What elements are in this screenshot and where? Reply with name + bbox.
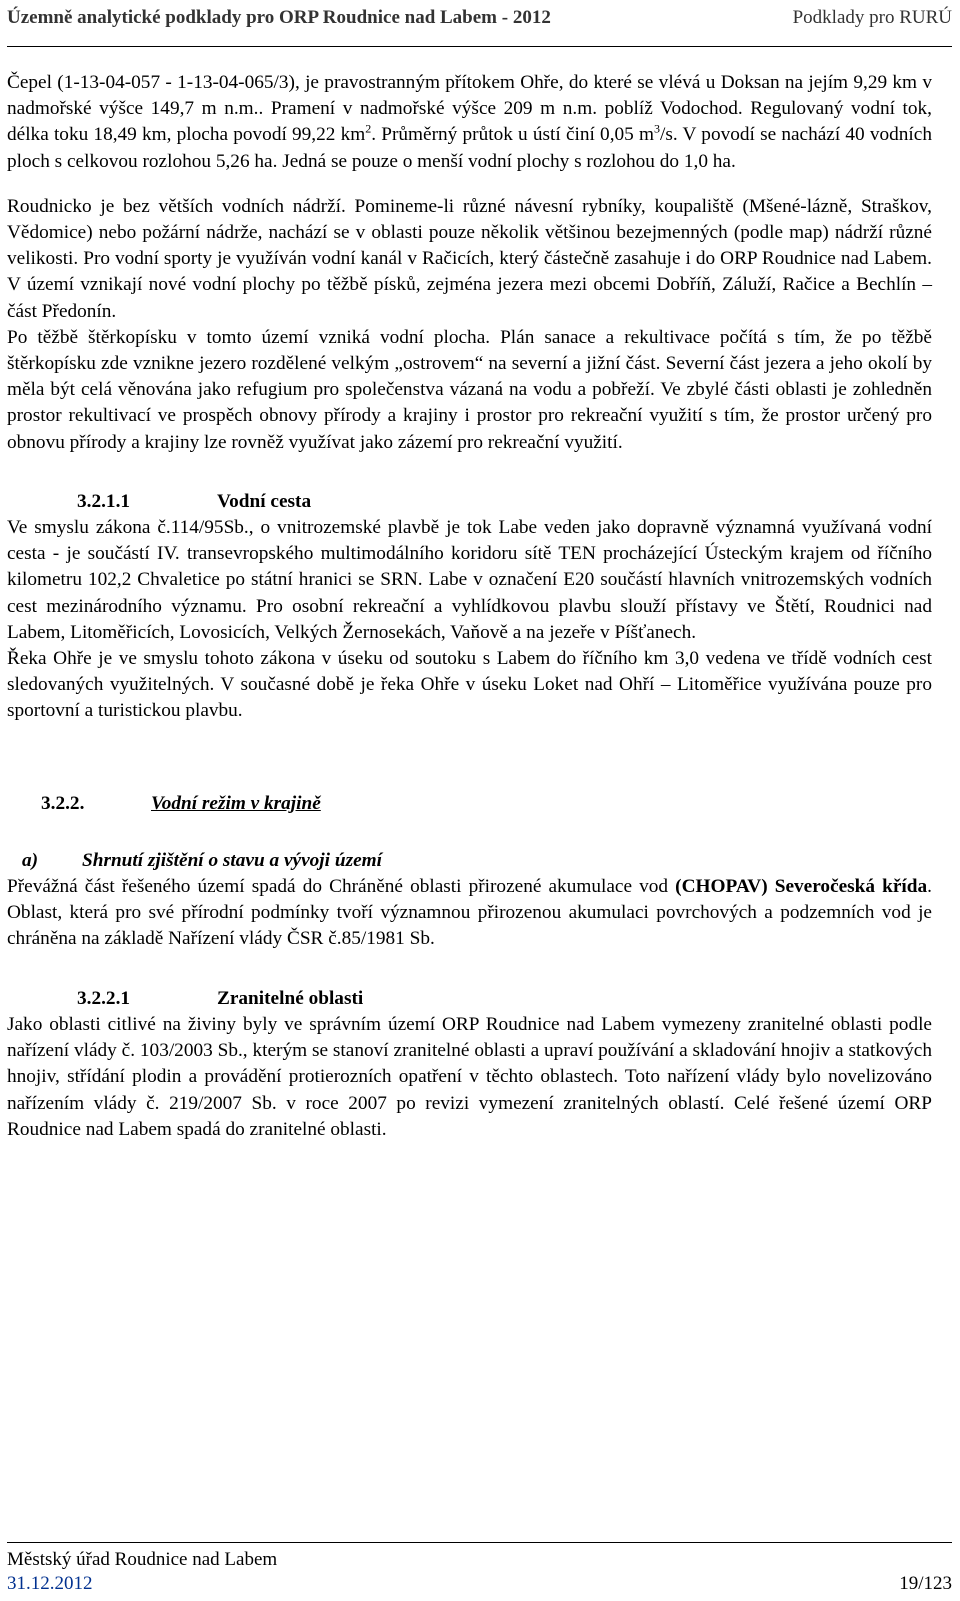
section-number: 3.2.2. <box>41 792 85 814</box>
header-subtitle: Podklady pro RURÚ <box>792 7 952 28</box>
footer-page-number: 19/123 <box>899 1573 952 1594</box>
subsection-title: Shrnutí zjištění o stavu a vývoji území <box>82 849 382 871</box>
paragraph-text: Převážná část řešeného území spadá do Chráněné oblasti přirozené akumulace vod <box>7 876 676 898</box>
footer-office: Městský úřad Roudnice nad Labem <box>7 1549 278 1570</box>
paragraph-zranitelne: Jako oblasti citlivé na živiny byly ve správním území ORP Roudnice nad Labem vymezeny zranitelné oblasti podle nařízení vlády č. 103/2003 Sb., kterým se stanoví zranitelné oblasti a upraví používání a skladování hnojiv a statkových hnojiv, střídání plodin a provádění protierozních opatření v těchto oblastech. Toto nařízení vlády bylo novelizováno nařízením vlády č. 219/2007 Sb. v roce 2007 po revizi vymezení zranitelných oblastí. Celé řešené území ORP Roudnice nad Labem spadá do zranitelné oblasti. <box>7 1013 932 1140</box>
document-body <box>7 70 932 1143</box>
subsection-heading-shrnuti <box>7 848 932 874</box>
section-number: 3.2.2.1 <box>77 987 131 1009</box>
paragraph-text: Čepel (1-13-04-057 - 1-13-04-065/3), je pravostranným přítokem Ohře, do které se vlévá u Doksan na jejím 9,29 km v nadmořské výšce 149,7 m n.m.. Pramení v nadmořské výšce 209 m n.m. poblíž Vodochod. Regulovaný vodní tok, délka toku 18,49 km, plocha povodí 99,22 km <box>7 72 932 146</box>
paragraph-text: . Průměrný průtok u ústí činí 0,05 m <box>371 124 654 146</box>
section-title: Zranitelné oblasti <box>217 987 364 1009</box>
page-header <box>7 0 952 47</box>
section-number: 3.2.1.1 <box>77 490 131 512</box>
paragraph-labe: Ve smyslu zákona č.114/95Sb., o vnitrozemské plavbě je tok Labe veden jako dopravně významná využívaná vodní cesta - je součástí IV. transevropského multimodálního koridoru sítě TEN procházející Ústeckým krajem od říčního kilometru 102,2 Chvaletice po státní hranici se SRN. Labe v označení E20 součástí hlavních vnitrozemských vodních cest mezinárodního významu. Pro osobní rekreační a vyhlídkovou plavbu slouží přístavy ve Štětí, Roudnici nad Labem, Litoměřicích, Lovosicích, Velkých Žernosekách, Vaňově a na jezeře v Píšťanech. <box>7 517 932 643</box>
paragraph-ohre: Řeka Ohře je ve smyslu tohoto zákona v úseku od soutoku s Labem do říčního km 3,0 vedena ve třídě vodních cest sledovaných využitelných. V současné době je řeka Ohře v úseku Loket nad Ohří – Litoměřice využívána pouze pro sportovní a turistickou plavbu. <box>7 648 932 722</box>
paragraph-text: /s. V povodí se nachází 40 vodních ploch s celkovou rozlohou 5,26 ha. Jedná se pouze o menší vodní plochy s rozlohou do 1,0 ha. <box>7 124 932 172</box>
paragraph-chopav <box>7 874 932 953</box>
paragraph-roudnicko: Roudnicko je bez větších vodních nádrží. Pomineme-li různé návesní rybníky, koupaliště (Mšené-lázně, Straškov, Vědomice) nebo požární nádrže, nachází se v oblasti pouze několik většinou bezejmenných (podle map) nádrží různé velikosti. Pro vodní sporty je využíván vodní kanál v Račicích, který částečně zasahuje i do ORP Roudnice nad Labem. V území vznikají nové vodní plochy po těžbě písků, zejména jezera mezi obcemi Dobříň, Záluží, Račice a Bechlín – část Předonín. <box>7 195 932 322</box>
superscript: 3 <box>654 121 660 136</box>
paragraph-tezba: Po těžbě štěrkopísku v tomto území vzniká vodní plocha. Plán sanace a rekultivace počítá s tím, že po těžbě štěrkopísku zde vznikne jezero rozdělené velkým „ostrovem“ na severní a jižní část. Severní část jezera a jeho okolí by měla být celá věnována jako refugium pro společenstva vázaná na vodu a pobřeží. Ve zbylé části oblasti je zohledněn prostor rekultivací ve prospěch obnovy přírody a krajiny i prostor pro rekreační využití s tím, že prostor určený pro obnovu přírody a krajiny lze rovněž využívat jako zázemí pro rekreační využití. <box>7 326 932 453</box>
subsection-letter: a) <box>22 849 39 871</box>
section-title: Vodní režim v krajině <box>151 792 321 814</box>
paragraph-text: . Oblast, která pro své přírodní podmínky tvoří významnou přirozenou akumulaci povrchových a podzemních vod je chráněna na základě Nařízení vlády ČSR č.85/1981 Sb. <box>7 876 932 950</box>
section-heading-vodni-cesta <box>7 489 932 515</box>
section-heading-vodni-rezim <box>7 791 932 817</box>
section-heading-zranitelne-oblasti <box>7 986 932 1012</box>
section-title: Vodní cesta <box>217 490 312 512</box>
header-title: Územně analytické podklady pro ORP Roudnice nad Labem - 2012 <box>7 7 551 28</box>
superscript: 2 <box>365 121 372 136</box>
paragraph-cepel <box>7 70 932 175</box>
footer-date: 31.12.2012 <box>7 1573 93 1594</box>
bold-text: (CHOPAV) Severočeská křída <box>675 876 928 898</box>
page-footer <box>7 1542 952 1595</box>
